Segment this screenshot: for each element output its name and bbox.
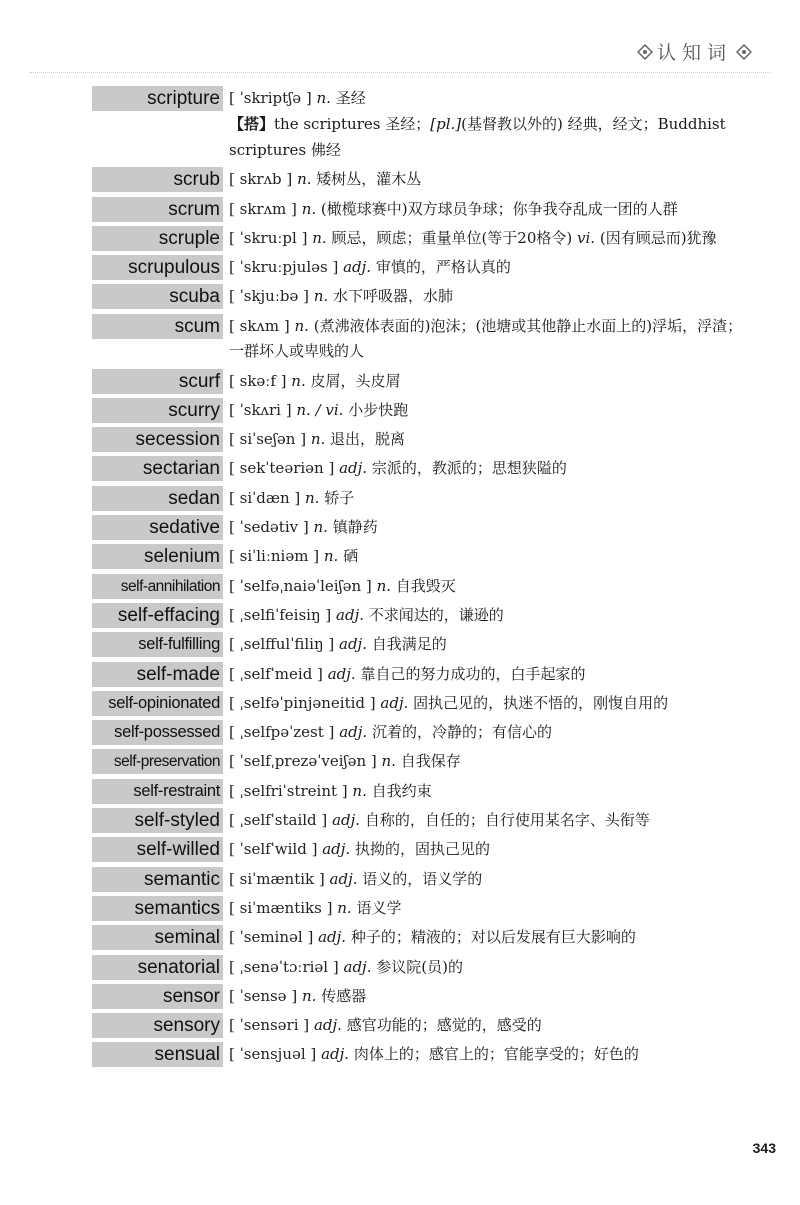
definition [229, 691, 753, 717]
meaning: 审慎的，严格认真的 [375, 258, 511, 277]
part-of-speech: n. [313, 287, 329, 306]
page-number: 343 [752, 1140, 776, 1156]
list-item [0, 896, 800, 922]
pronunciation: [ skrʌm ] [229, 199, 297, 218]
part-of-speech: adj. [339, 723, 368, 742]
list-item [0, 867, 800, 893]
part-of-speech: n. [294, 316, 309, 335]
meaning: 自我保存 [400, 752, 461, 771]
meaning: (因有顾忌而)犹豫 [599, 228, 717, 247]
pronunciation: [ siˈmæntik ] [229, 869, 325, 888]
list-item [0, 749, 800, 775]
list-item [0, 603, 800, 629]
part-of-speech: n. [313, 518, 328, 537]
headword: scruple [92, 226, 223, 251]
definition [229, 314, 753, 365]
definition [229, 86, 753, 112]
list-item [0, 255, 800, 281]
pronunciation: [ ˌsenəˈtɔːriəl ] [229, 957, 339, 976]
headword: scrub [92, 167, 223, 192]
list-item [0, 369, 800, 395]
list-item [0, 984, 800, 1010]
pronunciation: [ ˈskruːpl ] [229, 228, 308, 247]
pronunciation: [ ˈsensjuəl ] [229, 1045, 317, 1064]
meaning: 自我毁灭 [395, 576, 456, 595]
pronunciation: [ ˈsensə ] [229, 986, 298, 1005]
meaning: 宗派的，教派的；思想狭隘的 [371, 459, 567, 478]
list-item [0, 720, 800, 746]
definition [229, 574, 753, 600]
list-item [0, 925, 800, 951]
pronunciation: [ ˌselffulˈfiliŋ ] [229, 635, 335, 654]
pronunciation: [ ˈsedətiv ] [229, 518, 309, 537]
headword: self-opinionated [92, 691, 223, 716]
meaning: 语义学 [356, 898, 402, 917]
headword: self-styled [92, 808, 223, 833]
part-of-speech: adj. [318, 928, 347, 947]
meaning: 沉着的，冷静的；有信心的 [371, 723, 552, 742]
headword: sedative [92, 515, 223, 540]
meaning: 传感器 [321, 986, 367, 1005]
list-item [0, 314, 800, 365]
meaning: 自我约束 [371, 781, 432, 800]
headword: self-annihilation [92, 574, 223, 599]
meaning: 执拗的，固执己见的 [354, 840, 490, 859]
meaning: 镇静药 [332, 518, 378, 537]
part-of-speech: adj. [327, 664, 356, 683]
definition [229, 544, 753, 570]
part-of-speech: n. [301, 986, 317, 1005]
headword: sedan [92, 486, 223, 511]
part-of-speech: n. [301, 199, 317, 218]
definition [229, 720, 753, 746]
part-of-speech: adj. [332, 811, 361, 830]
definition [229, 925, 753, 951]
headword: senatorial [92, 955, 223, 980]
diamond-ornament-icon [637, 44, 653, 60]
headword: self-restraint [92, 779, 223, 804]
pronunciation: [ ˈskruːpjuləs ] [229, 258, 339, 277]
meaning: 肉体上的；感官上的；官能享受的；好色的 [353, 1045, 639, 1064]
part-of-speech: n. [352, 781, 367, 800]
running-header [637, 38, 752, 65]
headword: scrupulous [92, 255, 223, 280]
definition [229, 662, 753, 688]
definition [229, 255, 753, 281]
list-item [0, 167, 800, 193]
part-of-speech: n. [310, 430, 326, 449]
list-item [0, 1042, 800, 1068]
part-of-speech: adj. [336, 605, 364, 624]
pronunciation: [ ˈseminəl ] [229, 928, 314, 947]
part-of-speech: n. [376, 576, 391, 595]
part-of-speech: adj. [343, 258, 372, 277]
pronunciation: [ ˈselfˈwild ] [229, 840, 318, 859]
definition [229, 398, 753, 424]
part-of-speech: adj. [343, 957, 372, 976]
part-of-speech: vi. [577, 228, 596, 247]
collocation-text: (基督教以外的) 经典，经文；Buddhist scriptures 佛经 [229, 115, 726, 159]
pronunciation: [ ˌselfpəˈzest ] [229, 723, 335, 742]
meaning: 小步快跑 [348, 400, 409, 419]
meaning: 顾忌，顾虑；重量单位(等于20格令) [331, 228, 573, 247]
meaning: 硒 [343, 547, 359, 566]
headword: scrum [92, 197, 223, 222]
headword: scripture [92, 86, 223, 111]
list-item [0, 808, 800, 834]
part-of-speech: adj. [313, 1016, 342, 1035]
headword: secession [92, 427, 223, 452]
headword: scurf [92, 369, 223, 394]
part-of-speech: adj. [329, 869, 358, 888]
definition [229, 197, 753, 223]
definition [229, 456, 753, 482]
header-divider [30, 72, 770, 73]
headword: self-fulfilling [92, 632, 223, 657]
meaning: 退出，脱离 [330, 430, 406, 449]
part-of-speech: n. [337, 898, 352, 917]
entry-list [0, 86, 800, 1072]
part-of-speech: adj. [339, 635, 367, 654]
part-of-speech: n. [312, 228, 327, 247]
definition [229, 427, 753, 453]
definition [229, 369, 753, 395]
headword: selenium [92, 544, 223, 569]
definition [229, 749, 753, 775]
meaning: 矮树丛，灌木丛 [316, 170, 422, 189]
headword: semantic [92, 867, 223, 892]
list-item [0, 515, 800, 541]
list-item [0, 86, 800, 112]
part-of-speech: adj. [380, 693, 409, 712]
collocation-text: the scriptures 圣经； [274, 115, 431, 134]
meaning: 固执己见的，执迷不悟的，刚愎自用的 [413, 693, 669, 712]
headword: sensual [92, 1042, 223, 1067]
meaning: 靠自己的努力成功的，白手起家的 [360, 664, 586, 683]
headword: sectarian [92, 456, 223, 481]
collocation-note [229, 112, 753, 163]
list-item [0, 691, 800, 717]
pronunciation: [ ˈskriptʃə ] [229, 89, 312, 107]
pronunciation: [ ˌselfriˈstreint ] [229, 781, 348, 800]
list-item [0, 574, 800, 600]
pronunciation: [ siˈseʃən ] [229, 430, 307, 449]
list-item [0, 779, 800, 805]
pronunciation: [ ˈselfˌprezəˈveiʃən ] [229, 752, 377, 771]
definition [229, 955, 753, 981]
pronunciation: [ siˈmæntiks ] [229, 898, 333, 917]
pronunciation: [ ˈsensəri ] [229, 1016, 310, 1035]
definition [229, 984, 753, 1010]
definition [229, 1013, 753, 1039]
headword: sensor [92, 984, 223, 1009]
meaning: 轿子 [324, 488, 355, 507]
headword: seminal [92, 925, 223, 950]
definition [229, 515, 753, 541]
list-item [0, 955, 800, 981]
headword: self-preservation [92, 749, 223, 774]
pronunciation: [ ˌselfəˈpinjəneitid ] [229, 693, 376, 712]
list-item [0, 1013, 800, 1039]
definition [229, 167, 753, 193]
list-item [0, 398, 800, 424]
meaning: (橄榄球赛中)双方球员争球；你争我夺乱成一团的人群 [320, 199, 678, 218]
part-of-speech: n. / vi. [296, 400, 344, 419]
meaning: 自我满足的 [371, 635, 447, 654]
list-item [0, 456, 800, 482]
meaning: 自称的，自任的；自行使用某名字、头衔等 [364, 811, 650, 830]
list-item [0, 632, 800, 658]
diamond-ornament-icon [736, 44, 752, 60]
pronunciation: [ ˌselfˈstaild ] [229, 811, 328, 830]
list-item [0, 427, 800, 453]
list-item [0, 662, 800, 688]
pronunciation: [ ˌselfˈmeid ] [229, 664, 323, 683]
meaning: 种子的；精液的；对以后发展有巨大影响的 [350, 928, 636, 947]
pronunciation: [ ˌselfiˈfeisiŋ ] [229, 605, 332, 624]
definition [229, 226, 753, 252]
headword: scuba [92, 284, 223, 309]
list-item [0, 544, 800, 570]
pronunciation: [ skʌm ] [229, 316, 290, 335]
meaning: (煮沸液体表面的)泡沫；(池塘或其他静止水面上的)浮垢，浮渣；一群坏人或卑贱的人 [229, 316, 743, 361]
headword: semantics [92, 896, 223, 921]
meaning: 感官功能的；感觉的，感受的 [346, 1016, 542, 1035]
definition [229, 867, 753, 893]
part-of-speech: n. [297, 170, 312, 189]
definition [229, 284, 753, 310]
list-item [0, 837, 800, 863]
part-of-speech: adj. [321, 1045, 350, 1064]
part-of-speech: n. [323, 547, 339, 566]
meaning: 水下呼吸器，水肺 [333, 287, 454, 306]
headword: self-effacing [92, 603, 223, 628]
definition [229, 896, 753, 922]
headword: self-willed [92, 837, 223, 862]
definition [229, 808, 753, 834]
pronunciation: [ ˈskʌri ] [229, 400, 292, 419]
definition [229, 603, 753, 629]
headword: self-made [92, 662, 223, 687]
definition [229, 632, 753, 658]
part-of-speech: n. [316, 89, 331, 107]
pronunciation: [ skəːf ] [229, 371, 287, 390]
headword: sensory [92, 1013, 223, 1038]
pronunciation: [ siˈliːniəm ] [229, 547, 320, 566]
definition [229, 486, 753, 512]
pronunciation: [ skrʌb ] [229, 170, 293, 189]
list-item [0, 226, 800, 252]
meaning: 皮屑，头皮屑 [310, 371, 401, 390]
headword: scum [92, 314, 223, 339]
definition [229, 1042, 753, 1068]
part-of-speech: n. [381, 752, 396, 771]
definition [229, 837, 753, 863]
part-of-speech: n. [291, 371, 306, 390]
collocation-tag: 【搭】 [229, 115, 275, 134]
headword: self-possessed [92, 720, 223, 745]
pronunciation: [ sekˈteəriən ] [229, 459, 335, 478]
list-item [0, 486, 800, 512]
meaning: 参议院(员)的 [376, 957, 463, 976]
pronunciation: [ ˈselfəˌnaiəˈleiʃən ] [229, 576, 372, 595]
list-item [0, 197, 800, 223]
plural-label: [pl.] [430, 115, 462, 134]
part-of-speech: adj. [322, 840, 351, 859]
meaning: 不求闻达的，谦逊的 [368, 605, 504, 624]
header-title: 认知词 [656, 42, 732, 64]
part-of-speech: n. [305, 488, 320, 507]
pronunciation: [ siˈdæn ] [229, 488, 301, 507]
list-item [0, 284, 800, 310]
meaning: 语义的，语义学的 [362, 869, 483, 888]
headword: scurry [92, 398, 223, 423]
meaning: 圣经 [335, 89, 366, 107]
pronunciation: [ ˈskjuːbə ] [229, 287, 309, 306]
part-of-speech: adj. [339, 459, 368, 478]
definition [229, 779, 753, 805]
